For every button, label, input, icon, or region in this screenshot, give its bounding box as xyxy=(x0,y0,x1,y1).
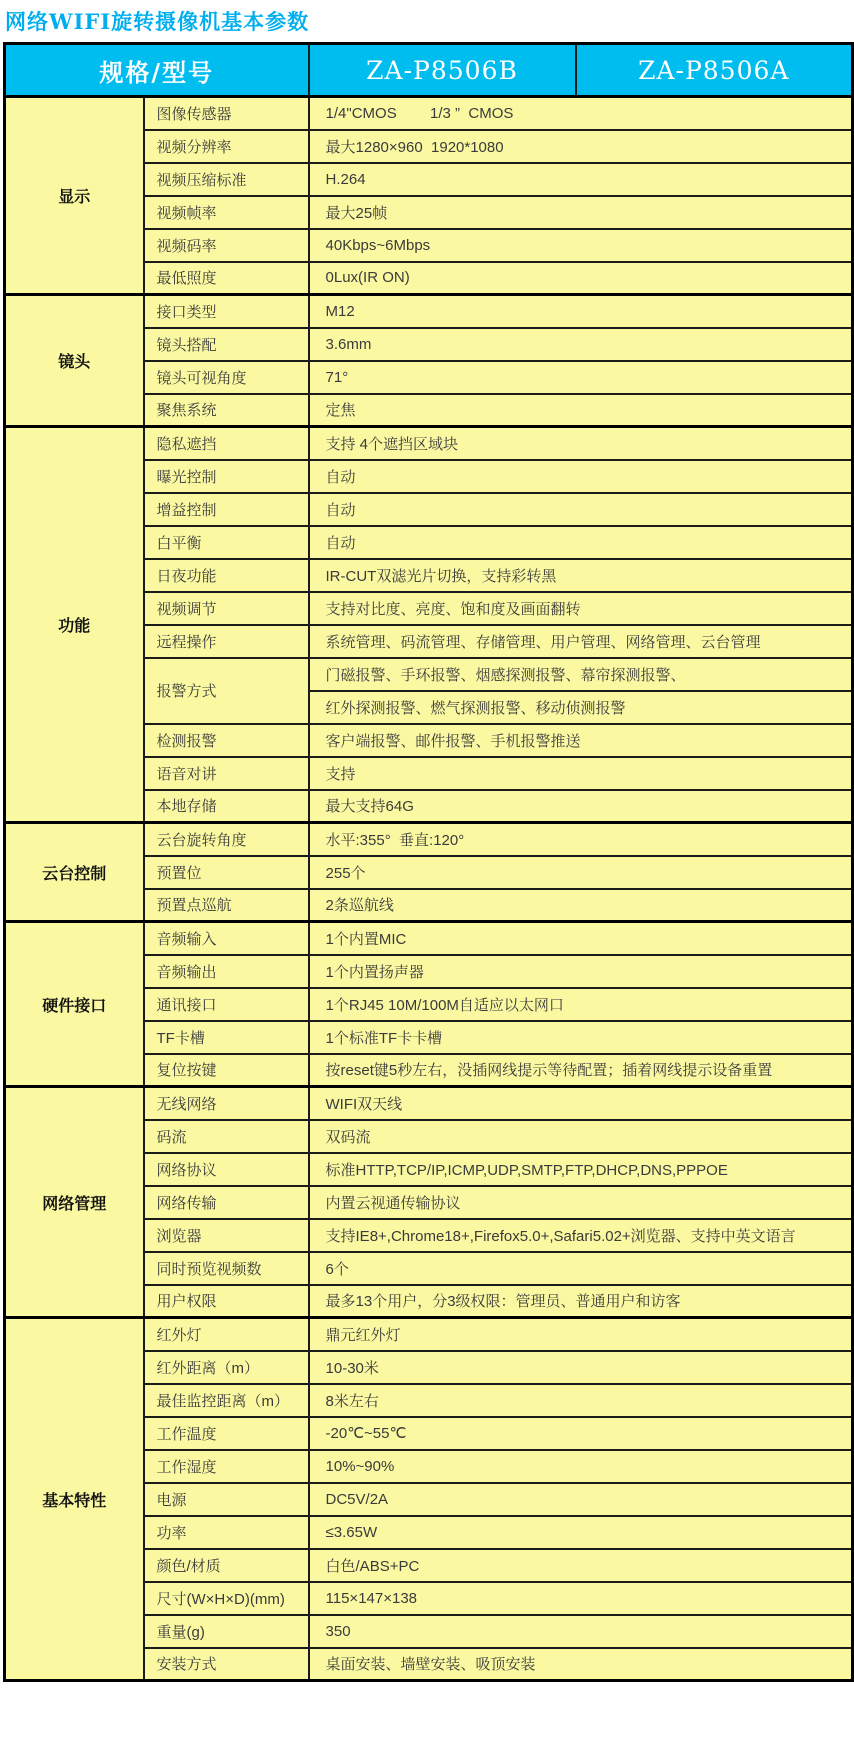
section-label: 网络管理 xyxy=(5,1087,144,1318)
spec-value: 255个 xyxy=(309,856,853,889)
table-header-row xyxy=(5,44,853,97)
spec-name: 最佳监控距离（m） xyxy=(144,1384,309,1417)
spec-value: 自动 xyxy=(309,460,853,493)
spec-name: 白平衡 xyxy=(144,526,309,559)
spec-table xyxy=(3,42,854,1682)
spec-name: 功率 xyxy=(144,1516,309,1549)
spec-value: 1个内置MIC xyxy=(309,922,853,955)
spec-name: 网络传输 xyxy=(144,1186,309,1219)
spec-name: 图像传感器 xyxy=(144,97,309,130)
spec-value: 10-30米 xyxy=(309,1351,853,1384)
spec-name: 检测报警 xyxy=(144,724,309,757)
spec-name: 云台旋转角度 xyxy=(144,823,309,856)
spec-name: 接口类型 xyxy=(144,295,309,328)
spec-value: 最大1280×960 1920*1080 xyxy=(309,130,853,163)
spec-value: WIFI双天线 xyxy=(309,1087,853,1120)
spec-name: 尺寸(W×H×D)(mm) xyxy=(144,1582,309,1615)
spec-value: 支持 4个遮挡区域块 xyxy=(309,427,853,460)
spec-value: 6个 xyxy=(309,1252,853,1285)
spec-value: 1个RJ45 10M/100M自适应以太网口 xyxy=(309,988,853,1021)
spec-name: 镜头搭配 xyxy=(144,328,309,361)
spec-value: 鼎元红外灯 xyxy=(309,1318,853,1351)
spec-value: 40Kbps~6Mbps xyxy=(309,229,853,262)
table-row xyxy=(5,922,853,955)
spec-name: 音频输出 xyxy=(144,955,309,988)
spec-value: 最大25帧 xyxy=(309,196,853,229)
header-model-b: ZA-P8506B xyxy=(309,44,576,97)
spec-name: 工作湿度 xyxy=(144,1450,309,1483)
spec-value: 最多13个用户，分3级权限：管理员、普通用户和访客 xyxy=(309,1285,853,1318)
spec-name: 码流 xyxy=(144,1120,309,1153)
spec-value: M12 xyxy=(309,295,853,328)
spec-name: 同时预览视频数 xyxy=(144,1252,309,1285)
spec-value: 按reset键5秒左右，没插网线提示等待配置；插着网线提示设备重置 xyxy=(309,1054,853,1087)
spec-value: 定焦 xyxy=(309,394,853,427)
spec-name: 语音对讲 xyxy=(144,757,309,790)
spec-value: 客户端报警、邮件报警、手机报警推送 xyxy=(309,724,853,757)
spec-name: 远程操作 xyxy=(144,625,309,658)
table-row xyxy=(5,427,853,460)
spec-value: 系统管理、码流管理、存储管理、用户管理、网络管理、云台管理 xyxy=(309,625,853,658)
spec-name: 视频分辨率 xyxy=(144,130,309,163)
spec-value: 0Lux(IR ON) xyxy=(309,262,853,295)
spec-name: 聚焦系统 xyxy=(144,394,309,427)
spec-value: 3.6mm xyxy=(309,328,853,361)
table-row xyxy=(5,295,853,328)
spec-name: 音频输入 xyxy=(144,922,309,955)
spec-value: 支持对比度、亮度、饱和度及画面翻转 xyxy=(309,592,853,625)
spec-value: 350 xyxy=(309,1615,853,1648)
table-row xyxy=(5,97,853,130)
spec-value: 内置云视通传输协议 xyxy=(309,1186,853,1219)
spec-value: 双码流 xyxy=(309,1120,853,1153)
section-label: 基本特性 xyxy=(5,1318,144,1681)
spec-name: 曝光控制 xyxy=(144,460,309,493)
spec-value: 桌面安装、墙壁安装、吸顶安装 xyxy=(309,1648,853,1681)
header-model-a: ZA-P8506A xyxy=(576,44,853,97)
spec-name: 红外灯 xyxy=(144,1318,309,1351)
spec-value: 支持 xyxy=(309,757,853,790)
spec-value: 8米左右 xyxy=(309,1384,853,1417)
spec-value: 1个标准TF卡卡槽 xyxy=(309,1021,853,1054)
spec-table-body xyxy=(5,97,853,1681)
spec-value: 支持IE8+,Chrome18+,Firefox5.0+,Safari5.02+浏览器、支持中英文语言 xyxy=(309,1219,853,1252)
section-label: 功能 xyxy=(5,427,144,823)
spec-name: 无线网络 xyxy=(144,1087,309,1120)
spec-value: 10%~90% xyxy=(309,1450,853,1483)
spec-value: 115×147×138 xyxy=(309,1582,853,1615)
spec-name: 安装方式 xyxy=(144,1648,309,1681)
spec-name: 隐私遮挡 xyxy=(144,427,309,460)
spec-value: 1/4"CMOS 1/3 ” CMOS xyxy=(309,97,853,130)
spec-name: 工作温度 xyxy=(144,1417,309,1450)
spec-value: DC5V/2A xyxy=(309,1483,853,1516)
spec-name: 最低照度 xyxy=(144,262,309,295)
spec-name: 日夜功能 xyxy=(144,559,309,592)
spec-value: 标准HTTP,TCP/IP,ICMP,UDP,SMTP,FTP,DHCP,DNS,PPPOE xyxy=(309,1153,853,1186)
spec-name: 电源 xyxy=(144,1483,309,1516)
spec-value: 门磁报警、手环报警、烟感探测报警、幕帘探测报警、 xyxy=(309,658,853,691)
spec-name: 预置点巡航 xyxy=(144,889,309,922)
spec-name: 用户权限 xyxy=(144,1285,309,1318)
spec-name: 本地存储 xyxy=(144,790,309,823)
spec-value: 71° xyxy=(309,361,853,394)
spec-name: 视频压缩标准 xyxy=(144,163,309,196)
spec-name: 镜头可视角度 xyxy=(144,361,309,394)
spec-name: 预置位 xyxy=(144,856,309,889)
spec-name: 网络协议 xyxy=(144,1153,309,1186)
spec-value: IR-CUT双滤光片切换，支持彩转黑 xyxy=(309,559,853,592)
spec-name: TF卡槽 xyxy=(144,1021,309,1054)
spec-value: 自动 xyxy=(309,493,853,526)
spec-name: 视频帧率 xyxy=(144,196,309,229)
spec-value: 红外探测报警、燃气探测报警、移动侦测报警 xyxy=(309,691,853,724)
spec-name: 通讯接口 xyxy=(144,988,309,1021)
spec-name: 浏览器 xyxy=(144,1219,309,1252)
section-label: 显示 xyxy=(5,97,144,295)
spec-name: 视频调节 xyxy=(144,592,309,625)
table-row xyxy=(5,1087,853,1120)
spec-name: 复位按键 xyxy=(144,1054,309,1087)
spec-value: -20℃~55℃ xyxy=(309,1417,853,1450)
header-spec-model-label: 规格/型号 xyxy=(5,44,309,97)
spec-value: 白色/ABS+PC xyxy=(309,1549,853,1582)
spec-value: ≤3.65W xyxy=(309,1516,853,1549)
spec-value: 2条巡航线 xyxy=(309,889,853,922)
spec-value: 自动 xyxy=(309,526,853,559)
section-label: 硬件接口 xyxy=(5,922,144,1087)
spec-value: H.264 xyxy=(309,163,853,196)
page-title: 网络WIFI旋转摄像机基本参数 xyxy=(5,9,310,34)
spec-name: 颜色/材质 xyxy=(144,1549,309,1582)
spec-value: 1个内置扬声器 xyxy=(309,955,853,988)
table-row xyxy=(5,823,853,856)
table-row xyxy=(5,1318,853,1351)
section-label: 云台控制 xyxy=(5,823,144,922)
spec-value: 水平:355° 垂直:120° xyxy=(309,823,853,856)
spec-name: 视频码率 xyxy=(144,229,309,262)
spec-name: 重量(g) xyxy=(144,1615,309,1648)
spec-name: 红外距离（m） xyxy=(144,1351,309,1384)
section-label: 镜头 xyxy=(5,295,144,427)
spec-name: 增益控制 xyxy=(144,493,309,526)
spec-value: 最大支持64G xyxy=(309,790,853,823)
spec-name: 报警方式 xyxy=(144,658,309,724)
